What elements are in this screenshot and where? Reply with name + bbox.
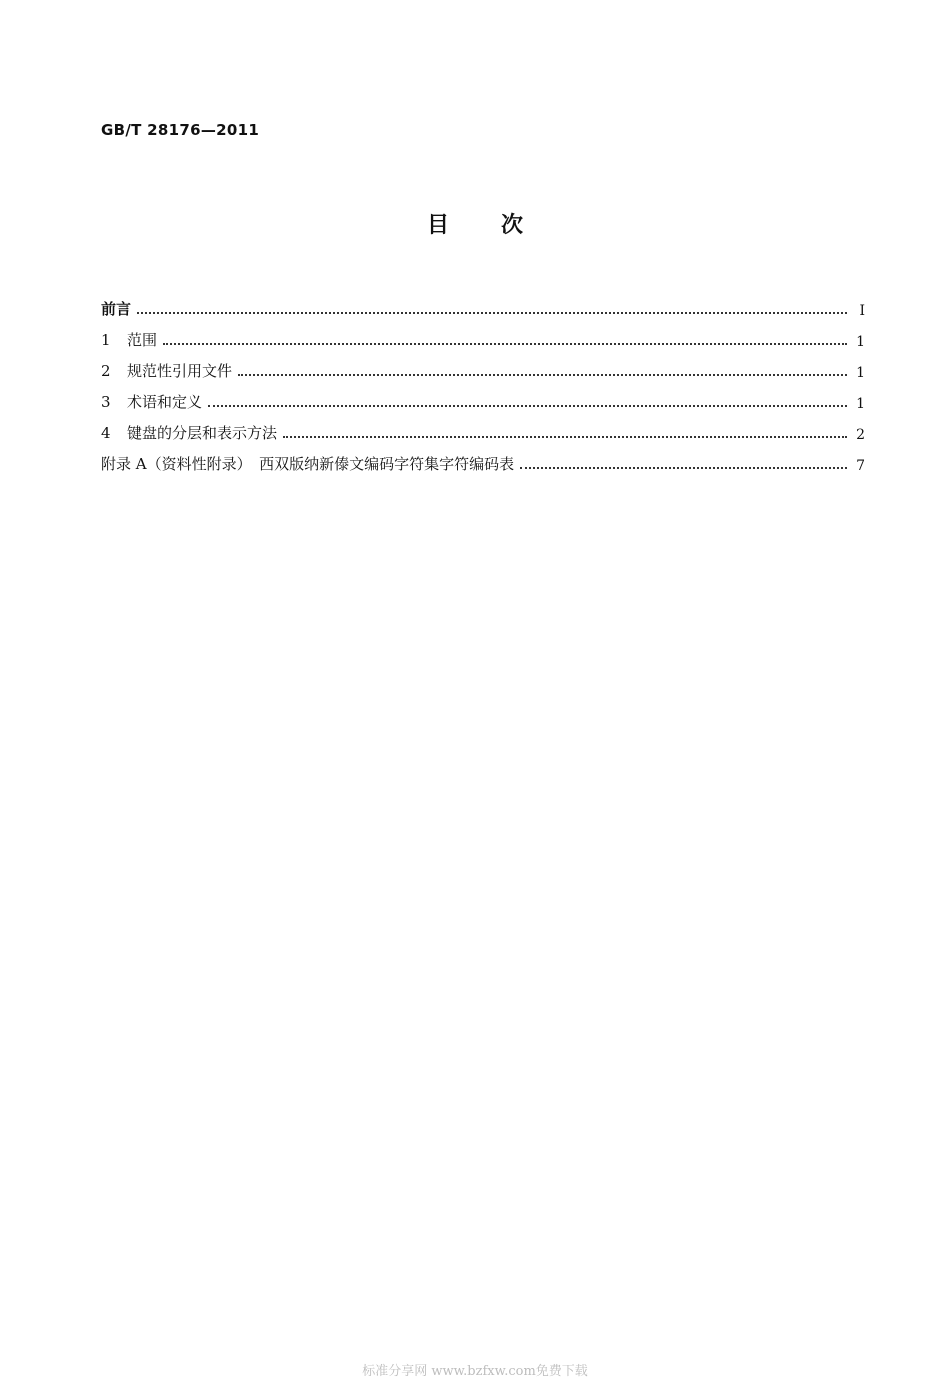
dot-leader: [163, 343, 847, 345]
toc-entry-page: 1: [856, 396, 865, 412]
toc-entry-label: 1 范围: [101, 331, 158, 349]
toc-entry-number: 2: [101, 362, 111, 380]
toc-entry-label: 4 键盘的分层和表示方法: [101, 424, 278, 442]
toc-entry-number: 4: [101, 424, 111, 442]
toc-entry-number: 1: [101, 331, 111, 349]
toc-entry-label: 3 术语和定义: [101, 393, 203, 411]
watermark: 标准分享网 www.bzfxw.com免费下载: [362, 1364, 588, 1379]
toc-entry-page: 1: [856, 334, 865, 350]
dot-leader: [520, 467, 847, 469]
toc-entry-keyboard-layers[interactable]: [101, 412, 865, 443]
dot-leader: [137, 312, 847, 314]
toc-entry-preface[interactable]: [101, 288, 865, 319]
dot-leader: [238, 374, 847, 376]
toc-entry-annex-a[interactable]: [101, 443, 865, 474]
toc-entry-label: 前言: [101, 300, 132, 318]
toc-entry-page: 7: [856, 458, 865, 474]
toc-entry-number: 3: [101, 393, 111, 411]
toc-entry-normative-references[interactable]: [101, 350, 865, 381]
dot-leader: [208, 405, 847, 407]
standard-code: GB/T 28176—2011: [101, 121, 260, 139]
table-of-contents: [101, 288, 865, 474]
toc-entry-label: 附录 A（资料性附录） 西双版纳新傣文编码字符集字符编码表: [101, 455, 515, 473]
page-title: 目次: [426, 213, 575, 238]
toc-entry-terms-definitions[interactable]: [101, 381, 865, 412]
toc-entry-page: 1: [856, 365, 865, 381]
toc-entry-scope[interactable]: [101, 319, 865, 350]
toc-entry-page: 2: [856, 427, 865, 443]
toc-entry-page: Ⅰ: [859, 303, 865, 319]
toc-entry-label: 2 规范性引用文件: [101, 362, 233, 380]
dot-leader: [283, 436, 847, 438]
